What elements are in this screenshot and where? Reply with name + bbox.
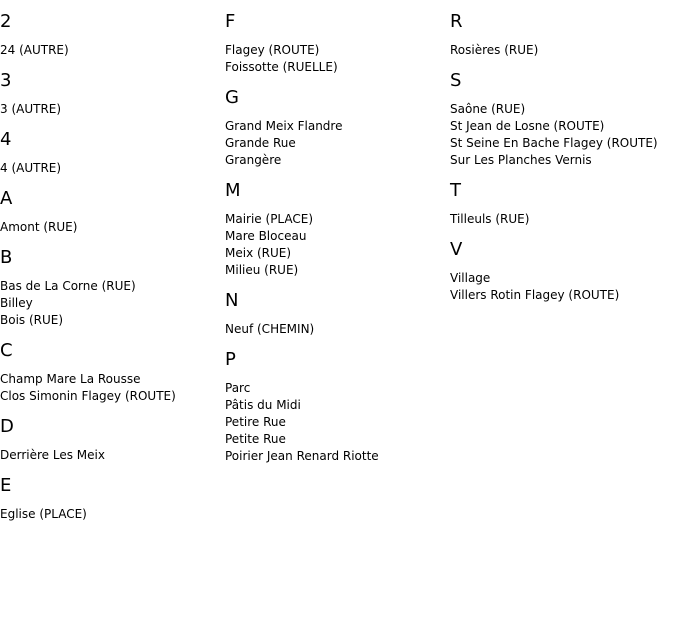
street-item: Amont (RUE) [0,220,78,234]
letter-heading: N [225,290,239,311]
letter-group [225,11,450,76]
letter-heading: V [450,239,463,260]
letter-heading: F [225,11,236,32]
street-item: Neuf (CHEMIN) [225,322,315,336]
letter-group [0,340,225,405]
letter-group [450,180,675,228]
street-list [0,371,225,405]
street-item: Poirier Jean Renard Riotte [225,449,379,463]
letter-heading: 2 [0,11,12,32]
street-item: Mare Bloceau [225,229,307,243]
letter-group [225,87,450,169]
street-item: Villers Rotin Flagey (ROUTE) [450,288,620,302]
letter-group [450,70,675,169]
letter-group [0,70,225,118]
letter-group [225,290,450,338]
letter-heading: A [0,188,13,209]
street-item: Grande Rue [225,136,296,150]
street-item: Bois (RUE) [0,313,64,327]
street-item: St Jean de Losne (ROUTE) [450,119,605,133]
letter-heading: G [225,87,239,108]
street-item: Eglise (PLACE) [0,507,87,521]
letter-heading: C [0,340,13,361]
street-item: Pâtis du Midi [225,398,301,412]
street-item: Clos Simonin Flagey (ROUTE) [0,389,176,403]
letter-group [0,247,225,329]
street-item: Petite Rue [225,432,286,446]
street-item: Bas de La Corne (RUE) [0,279,136,293]
street-item: Petire Rue [225,415,286,429]
letter-group [450,239,675,304]
street-item: 3 (AUTRE) [0,102,62,116]
street-item: St Seine En Bache Flagey (ROUTE) [450,136,658,150]
letter-heading: S [450,70,462,91]
street-item: Billey [0,296,33,310]
street-list [450,42,675,59]
street-list [450,211,675,228]
street-column-2 [225,0,450,465]
street-column-1 [0,0,225,523]
street-item: 4 (AUTRE) [0,161,62,175]
street-item: Flagey (ROUTE) [225,43,320,57]
letter-heading: E [0,475,12,496]
street-item: 24 (AUTRE) [0,43,69,57]
street-item: Tilleuls (RUE) [450,212,530,226]
letter-heading: D [0,416,14,437]
street-item: Grand Meix Flandre [225,119,343,133]
letter-heading: T [450,180,461,201]
street-list [450,101,675,169]
letter-heading: 3 [0,70,12,91]
street-item: Derrière Les Meix [0,448,105,462]
letter-group [0,475,225,523]
street-item: Grangère [225,153,282,167]
street-list [0,447,225,464]
street-item: Foissotte (RUELLE) [225,60,338,74]
street-item: Meix (RUE) [225,246,292,260]
letter-group [0,11,225,59]
street-list [0,160,225,177]
letter-heading: R [450,11,463,32]
letter-heading: M [225,180,241,201]
street-column-3 [450,0,675,304]
street-item: Village [450,271,491,285]
street-list [0,101,225,118]
street-list [0,219,225,236]
street-item: Champ Mare La Rousse [0,372,141,386]
street-item: Rosières (RUE) [450,43,539,57]
street-item: Parc [225,381,251,395]
street-list [225,321,450,338]
letter-group [225,180,450,279]
letter-group [0,416,225,464]
street-list [225,211,450,279]
street-item: Sur Les Planches Vernis [450,153,592,167]
letter-group [450,11,675,59]
street-list [225,118,450,169]
street-item: Saône (RUE) [450,102,526,116]
letter-group [225,349,450,465]
street-list [0,506,225,523]
street-list [0,278,225,329]
letter-group [0,188,225,236]
letter-heading: 4 [0,129,12,150]
street-list [450,270,675,304]
street-list [225,380,450,465]
letter-heading: B [0,247,13,268]
letter-group [0,129,225,177]
letter-heading: P [225,349,236,370]
street-item: Milieu (RUE) [225,263,299,277]
street-item: Mairie (PLACE) [225,212,314,226]
street-list [225,42,450,76]
street-list [0,42,225,59]
